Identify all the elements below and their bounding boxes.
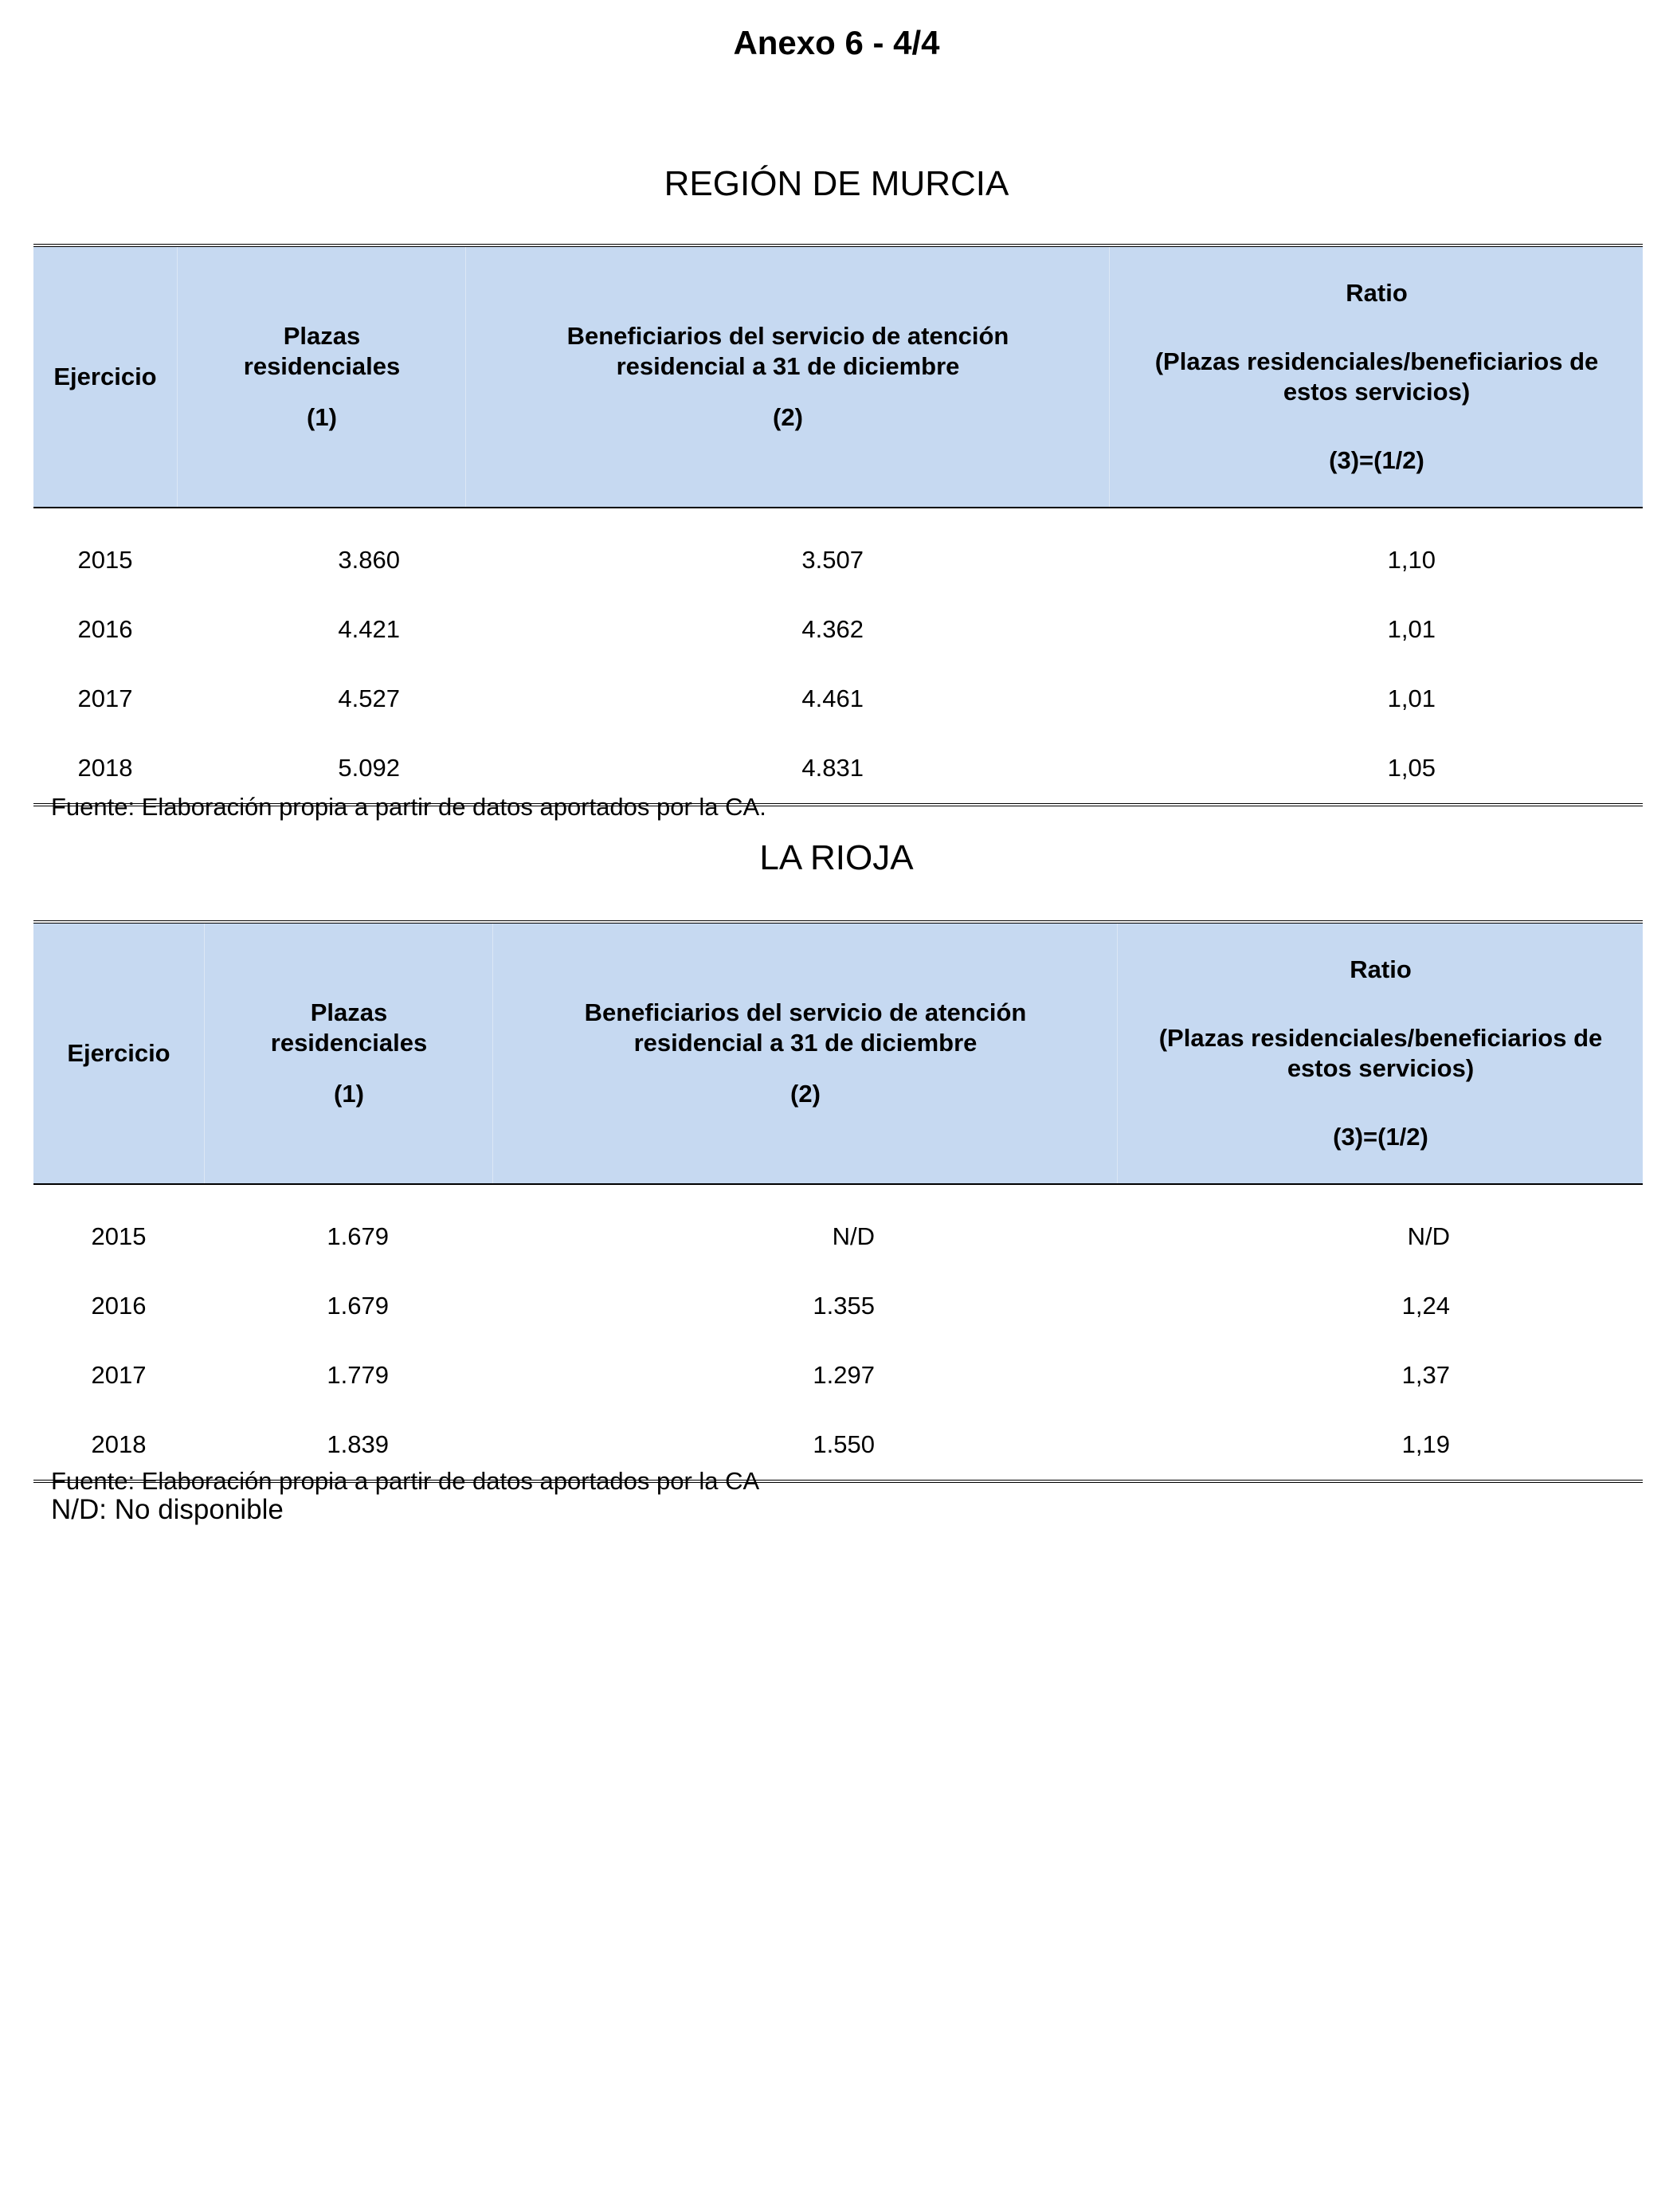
section-title-rioja: LA RIOJA xyxy=(759,838,914,877)
cell-ratio: 1,10 xyxy=(1387,546,1436,574)
cell-plazas: 1.679 xyxy=(327,1222,389,1250)
cell-plazas: 4.527 xyxy=(338,684,400,712)
table-row xyxy=(33,595,1643,665)
page-title: Anexo 6 - 4/4 xyxy=(733,24,940,61)
table-row xyxy=(33,1341,1643,1410)
table-row xyxy=(33,665,1643,734)
cell-year: 2018 xyxy=(77,754,133,782)
table-row xyxy=(33,526,1643,595)
cell-ratio: 1,37 xyxy=(1401,1361,1450,1389)
cell-beneficiarios: 4.461 xyxy=(801,684,864,712)
header-ejercicio: Ejercicio xyxy=(53,363,157,390)
cell-year: 2018 xyxy=(91,1430,147,1458)
cell-plazas: 1.679 xyxy=(327,1292,389,1320)
header-plazas: Plazas residenciales (1) xyxy=(177,247,466,507)
cell-beneficiarios: 1.297 xyxy=(813,1361,875,1389)
cell-year: 2015 xyxy=(77,546,133,574)
cell-plazas: 1.839 xyxy=(327,1430,389,1458)
cell-plazas: 5.092 xyxy=(338,754,400,782)
header-beneficiarios: Beneficiarios del servicio de atención residencial a 31 de diciembre (2) xyxy=(465,247,1110,507)
table-rioja xyxy=(33,920,1643,1483)
cell-year: 2016 xyxy=(91,1292,147,1320)
cell-year: 2017 xyxy=(91,1361,147,1389)
cell-year: 2017 xyxy=(77,684,133,712)
header-ratio: Ratio (Plazas residenciales/beneficiarios de estos servicios) (3)=(1/2) xyxy=(1117,924,1644,1183)
cell-beneficiarios: 3.507 xyxy=(801,546,864,574)
nd-footnote: N/D: No disponible xyxy=(51,1494,284,1525)
cell-ratio: 1,05 xyxy=(1387,754,1436,782)
header-plazas: Plazas residenciales (1) xyxy=(204,924,493,1183)
header-ratio: Ratio (Plazas residenciales/beneficiarios de estos servicios) (3)=(1/2) xyxy=(1109,247,1644,507)
table-row xyxy=(33,1272,1643,1341)
section-title-murcia: REGIÓN DE MURCIA xyxy=(664,164,1009,203)
cell-beneficiarios: N/D xyxy=(832,1222,875,1250)
cell-beneficiarios: 4.831 xyxy=(801,754,864,782)
cell-plazas: 3.860 xyxy=(338,546,400,574)
header-ejercicio: Ejercicio xyxy=(67,1039,170,1067)
table-header xyxy=(33,924,1643,1185)
cell-year: 2015 xyxy=(91,1222,147,1250)
cell-ratio: 1,01 xyxy=(1387,615,1436,643)
cell-plazas: 1.779 xyxy=(327,1361,389,1389)
cell-plazas: 4.421 xyxy=(338,615,400,643)
source-note-rioja: Fuente: Elaboración propia a partir de datos aportados por la CA xyxy=(51,1467,760,1495)
table-murcia xyxy=(33,244,1643,806)
cell-ratio: 1,19 xyxy=(1401,1430,1450,1458)
cell-ratio: N/D xyxy=(1407,1222,1450,1250)
cell-ratio: 1,01 xyxy=(1387,684,1436,712)
cell-beneficiarios: 4.362 xyxy=(801,615,864,643)
cell-beneficiarios: 1.550 xyxy=(813,1430,875,1458)
header-beneficiarios: Beneficiarios del servicio de atención residencial a 31 de diciembre (2) xyxy=(492,924,1118,1183)
table-header xyxy=(33,247,1643,508)
cell-beneficiarios: 1.355 xyxy=(813,1292,875,1320)
cell-ratio: 1,24 xyxy=(1401,1292,1450,1320)
table-row xyxy=(33,1202,1643,1272)
cell-year: 2016 xyxy=(77,615,133,643)
source-note-murcia: Fuente: Elaboración propia a partir de datos aportados por la CA. xyxy=(51,793,766,821)
